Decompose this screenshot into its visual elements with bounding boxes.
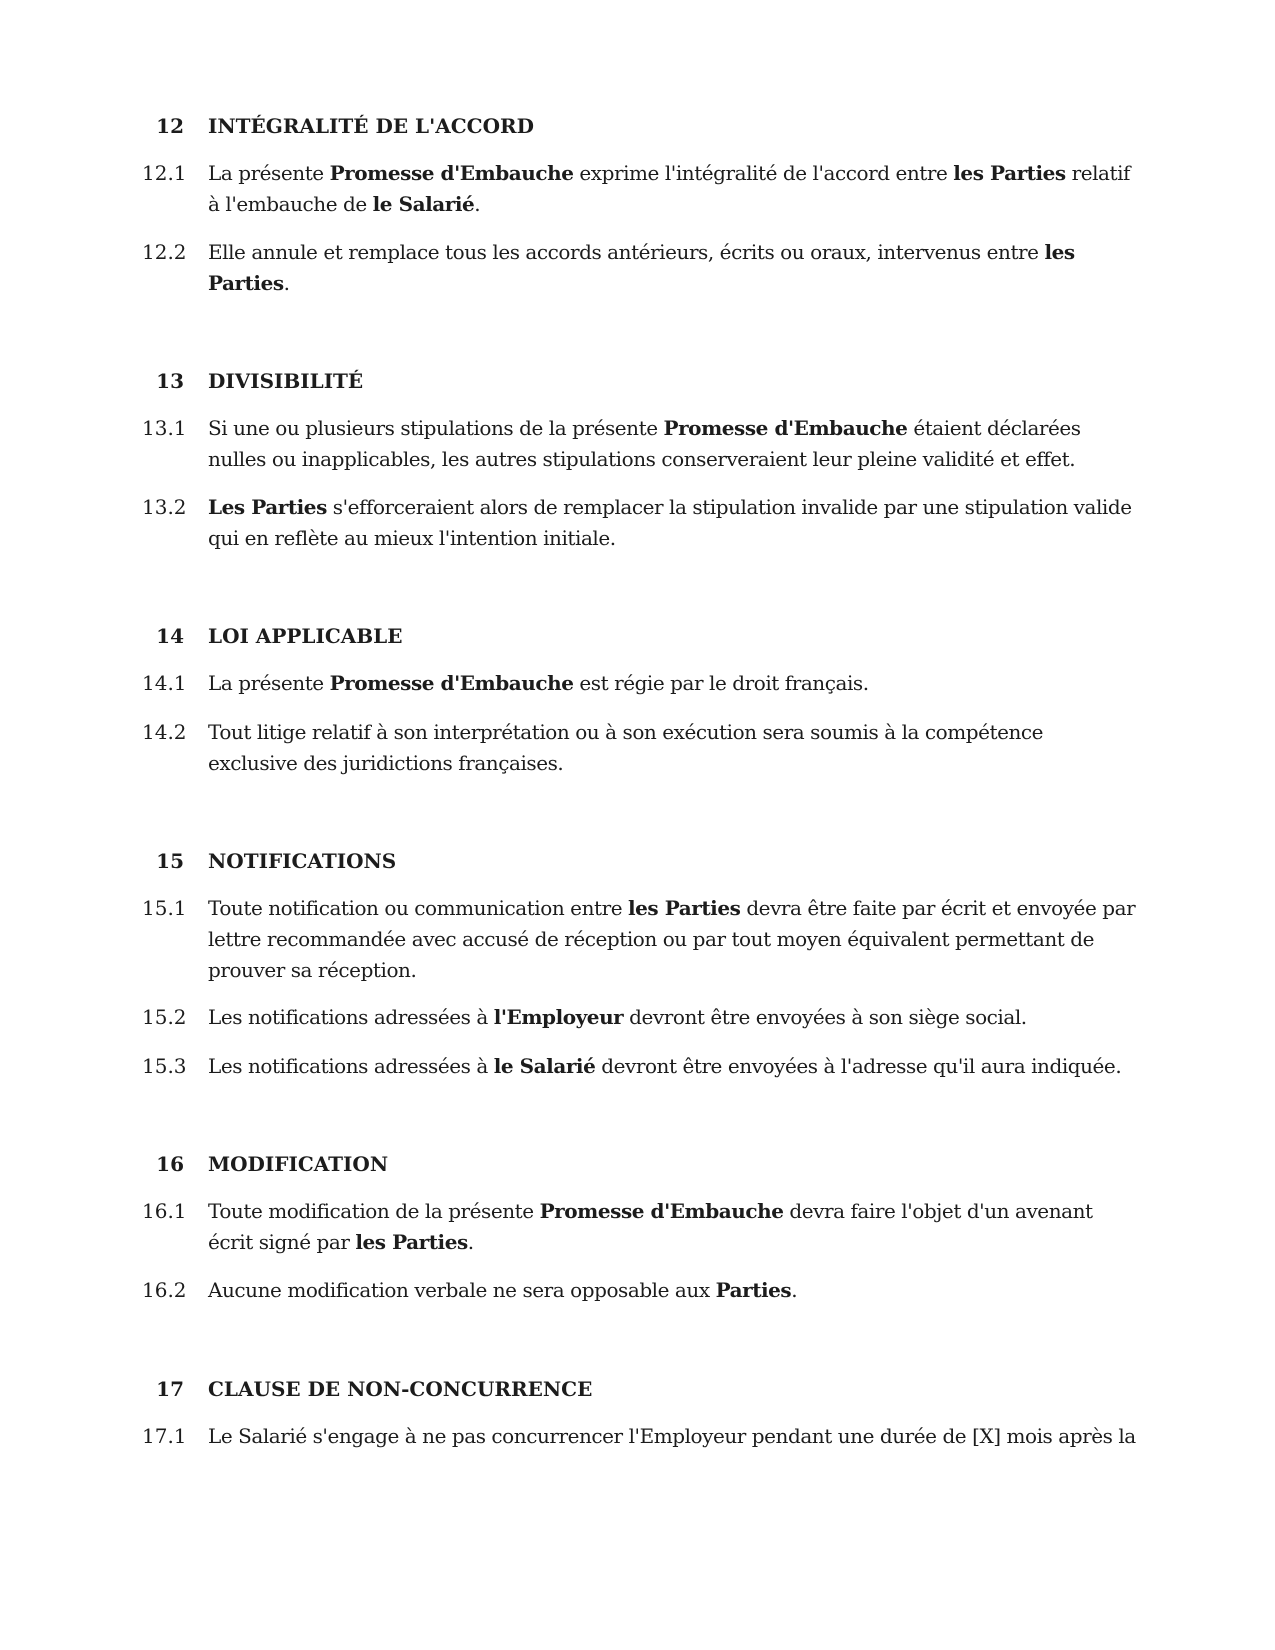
clause-text-segment: Aucune modification verbale ne sera opposable aux	[208, 1278, 716, 1302]
clause-text-segment: Les notifications adressées à	[208, 1005, 494, 1029]
clause-text-segment: .	[283, 271, 290, 295]
clause-text-segment: devra être faite par écrit et envoyée par lettre recommandée avec accusé de réception ou par tout moyen équivalent permettant de prouver sa réception.	[208, 896, 1136, 982]
clause-number: 16.1	[142, 1199, 187, 1223]
clause-text	[208, 492, 1138, 554]
section-title: MODIFICATION	[208, 1152, 389, 1176]
clause-text-segment: étaient déclarées nulles ou inapplicables, les autres stipulations conserveraient leur pleine validité et effet.	[208, 416, 1081, 471]
clause-text	[208, 893, 1138, 986]
clause-text-bold: Les Parties	[208, 495, 327, 519]
clause-text	[208, 158, 1138, 220]
clause-text-bold: les Parties	[355, 1230, 468, 1254]
clause-text	[208, 1002, 1138, 1033]
clause-number: 16.2	[142, 1278, 187, 1302]
clause-text-bold: Parties	[715, 1278, 792, 1302]
section-title: CLAUSE DE NON-CONCURRENCE	[208, 1377, 593, 1401]
clause-text-bold: Promesse d'Embauche	[329, 161, 574, 185]
clause-text	[208, 1051, 1138, 1082]
section-number: 14	[156, 624, 184, 648]
clause-number: 12.1	[142, 161, 187, 185]
clause-text-bold: Promesse d'Embauche	[663, 416, 908, 440]
clause-text-segment: exprime l'intégralité de l'accord entre	[573, 161, 954, 185]
clause-number: 13.2	[142, 495, 187, 519]
clause-text-segment: s'efforceraient alors de remplacer la stipulation invalide par une stipulation valide qui en reflète au mieux l'intention initiale.	[208, 495, 1132, 550]
clause-text	[208, 1275, 1138, 1306]
clause-text-segment: devront être envoyées à l'adresse qu'il aura indiquée.	[595, 1054, 1122, 1078]
clause-text-segment: devra faire l'objet d'un avenant écrit signé par	[208, 1199, 1093, 1254]
clause-text-segment: Toute modification de la présente	[208, 1199, 540, 1223]
clause-text-bold: l'Employeur	[493, 1005, 624, 1029]
section-title: NOTIFICATIONS	[208, 849, 397, 873]
clause-text-segment: Les notifications adressées à	[208, 1054, 494, 1078]
clause-text-bold: Promesse d'Embauche	[539, 1199, 784, 1223]
section-title: LOI APPLICABLE	[208, 624, 403, 648]
clause-text-segment: La présente	[208, 671, 330, 695]
clause-number: 14.1	[142, 671, 187, 695]
clause-text	[208, 237, 1138, 299]
clause-text-segment: devront être envoyées à son siège social.	[623, 1005, 1027, 1029]
clause-number: 15.3	[142, 1054, 187, 1078]
clause-text-segment: Elle annule et remplace tous les accords antérieurs, écrits ou oraux, intervenus entre	[208, 240, 1045, 264]
clause-text	[208, 668, 1138, 699]
clause-text-segment: La présente	[208, 161, 330, 185]
clause-number: 13.1	[142, 416, 187, 440]
clause-text-segment: Le Salarié s'engage à ne pas concurrencer l'Employeur pendant une durée de [X] mois après la	[208, 1424, 1136, 1448]
clause-text	[208, 1421, 1138, 1452]
clause-text-bold: Promesse d'Embauche	[329, 671, 574, 695]
clause-text	[208, 717, 1138, 779]
clause-number: 12.2	[142, 240, 187, 264]
section-number: 13	[156, 369, 184, 393]
section-number: 16	[156, 1152, 184, 1176]
clause-text-segment: Tout litige relatif à son interprétation ou à son exécution sera soumis à la compétence exclusive des juridictions françaises.	[208, 720, 1044, 775]
clause-text-bold: les Parties	[953, 161, 1066, 185]
clause-number: 15.1	[142, 896, 187, 920]
clause-text-segment: .	[791, 1278, 798, 1302]
clause-text	[208, 1196, 1138, 1258]
clause-text-segment: Toute notification ou communication entre	[208, 896, 628, 920]
clause-text-segment: relatif à l'embauche de	[208, 161, 1131, 216]
clause-number: 15.2	[142, 1005, 187, 1029]
clause-text-bold: le Salarié	[372, 192, 475, 216]
section-title: INTÉGRALITÉ DE L'ACCORD	[208, 114, 534, 138]
clause-text-segment: .	[474, 192, 481, 216]
section-title: DIVISIBILITÉ	[208, 369, 364, 393]
clause-text-bold: les Parties	[628, 896, 741, 920]
section-number: 15	[156, 849, 184, 873]
clause-number: 17.1	[142, 1424, 187, 1448]
clause-text	[208, 413, 1138, 475]
section-number: 17	[156, 1377, 184, 1401]
clause-text-bold: les Parties	[208, 240, 1075, 295]
clause-text-segment: Si une ou plusieurs stipulations de la présente	[208, 416, 664, 440]
clause-number: 14.2	[142, 720, 187, 744]
clause-text-segment: est régie par le droit français.	[573, 671, 869, 695]
clause-text-segment: .	[467, 1230, 474, 1254]
section-number: 12	[156, 114, 184, 138]
clause-text-bold: le Salarié	[493, 1054, 596, 1078]
